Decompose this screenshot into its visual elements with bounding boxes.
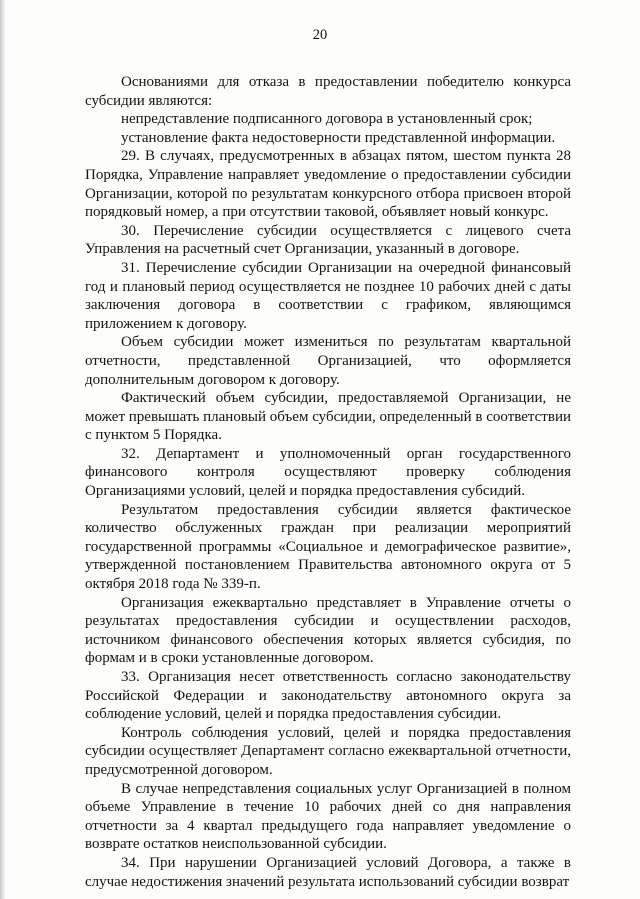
paragraph-result-indicator: Результатом предоставления субсидии является фактическое количество обслуженных граждан при реализации мероприятий государственной программы «Социальное и демографическое развитие», утвержденной постановлением Правительства автономного округа от 5 октября 2018 года № 339-п.: [85, 501, 571, 593]
document-body: [85, 73, 571, 891]
paragraph-item-34: 34. При нарушении Организацией условий Договора, а также в случае недостижения значений результата использований субсидии возврат: [85, 854, 571, 890]
scan-edge-shadow: [0, 0, 5, 899]
paragraph-refund-notice: В случае непредставления социальных услуг Организацией в полном объеме Управление в течение 10 рабочих дней со дня направления отчетности за 4 квартал предыдущего года направляет уведомление о возврате остатков неиспользованной субсидии.: [85, 780, 571, 853]
page-number: 20: [312, 27, 328, 43]
paragraph-item-29: 29. В случаях, предусмотренных в абзацах пятом, шестом пункта 28 Порядка, Управление направляет уведомление о предоставлении субсидии Организации, которой по результатам конкурсного отбора присвоен второй порядковый номер, а при отсутствии таковой, объявляет новый конкурс.: [85, 148, 571, 221]
paragraph-item-31: 31. Перечисление субсидии Организации на очередной финансовый год и плановый период осуществляется не позднее 10 рабочих дней с даты заключения договора в соответствии с графиком, являющимся приложением к договору.: [85, 259, 571, 332]
paragraph-refusal-grounds: Основаниями для отказа в предоставлении победителю конкурса субсидии являются:: [85, 74, 571, 109]
paragraph-unsigned-contract: непредставление подписанного договора в установленный срок;: [121, 111, 533, 128]
paragraph-actual-volume: Фактический объем субсидии, предоставляемой Организации, не может превышать плановый объем субсидии, определенный в соответствии с пунктом 5 Порядка.: [85, 390, 571, 444]
paragraph-false-information: установление факта недостоверности представленной информации.: [121, 129, 556, 146]
paragraph-quarterly-reports: Организация ежеквартально представляет в Управление отчеты о результатах предоставления субсидии и осуществлении расходов, источником финансового обеспечения которых является субсидия, по формам и в сроки установленные договором.: [85, 594, 571, 667]
paragraph-item-33: 33. Организация несет ответственность согласно законодательству Российской Федерации и законодательству автономного округа за соблюдение условий, целей и порядка предоставления субсидии.: [85, 669, 571, 723]
paragraph-subsidy-volume: Объем субсидии может измениться по результатам квартальной отчетности, представленной Организацией, что оформляется дополнительным договором к договору.: [85, 334, 571, 388]
paragraph-control: Контроль соблюдения условий, целей и порядка предоставления субсидии осуществляет Департамент согласно ежеквартальной отчетности, предусмотренной договором.: [85, 724, 571, 778]
paragraph-item-32: 32. Департамент и уполномоченный орган государственного финансового контроля осуществляют проверку соблюдения Организациями условий, целей и порядка предоставления субсидий.: [85, 445, 571, 500]
paragraph-item-30: 30. Перечисление субсидии осуществляется с лицевого счета Управления на расчетный счет Организации, указанный в договоре.: [85, 222, 571, 258]
